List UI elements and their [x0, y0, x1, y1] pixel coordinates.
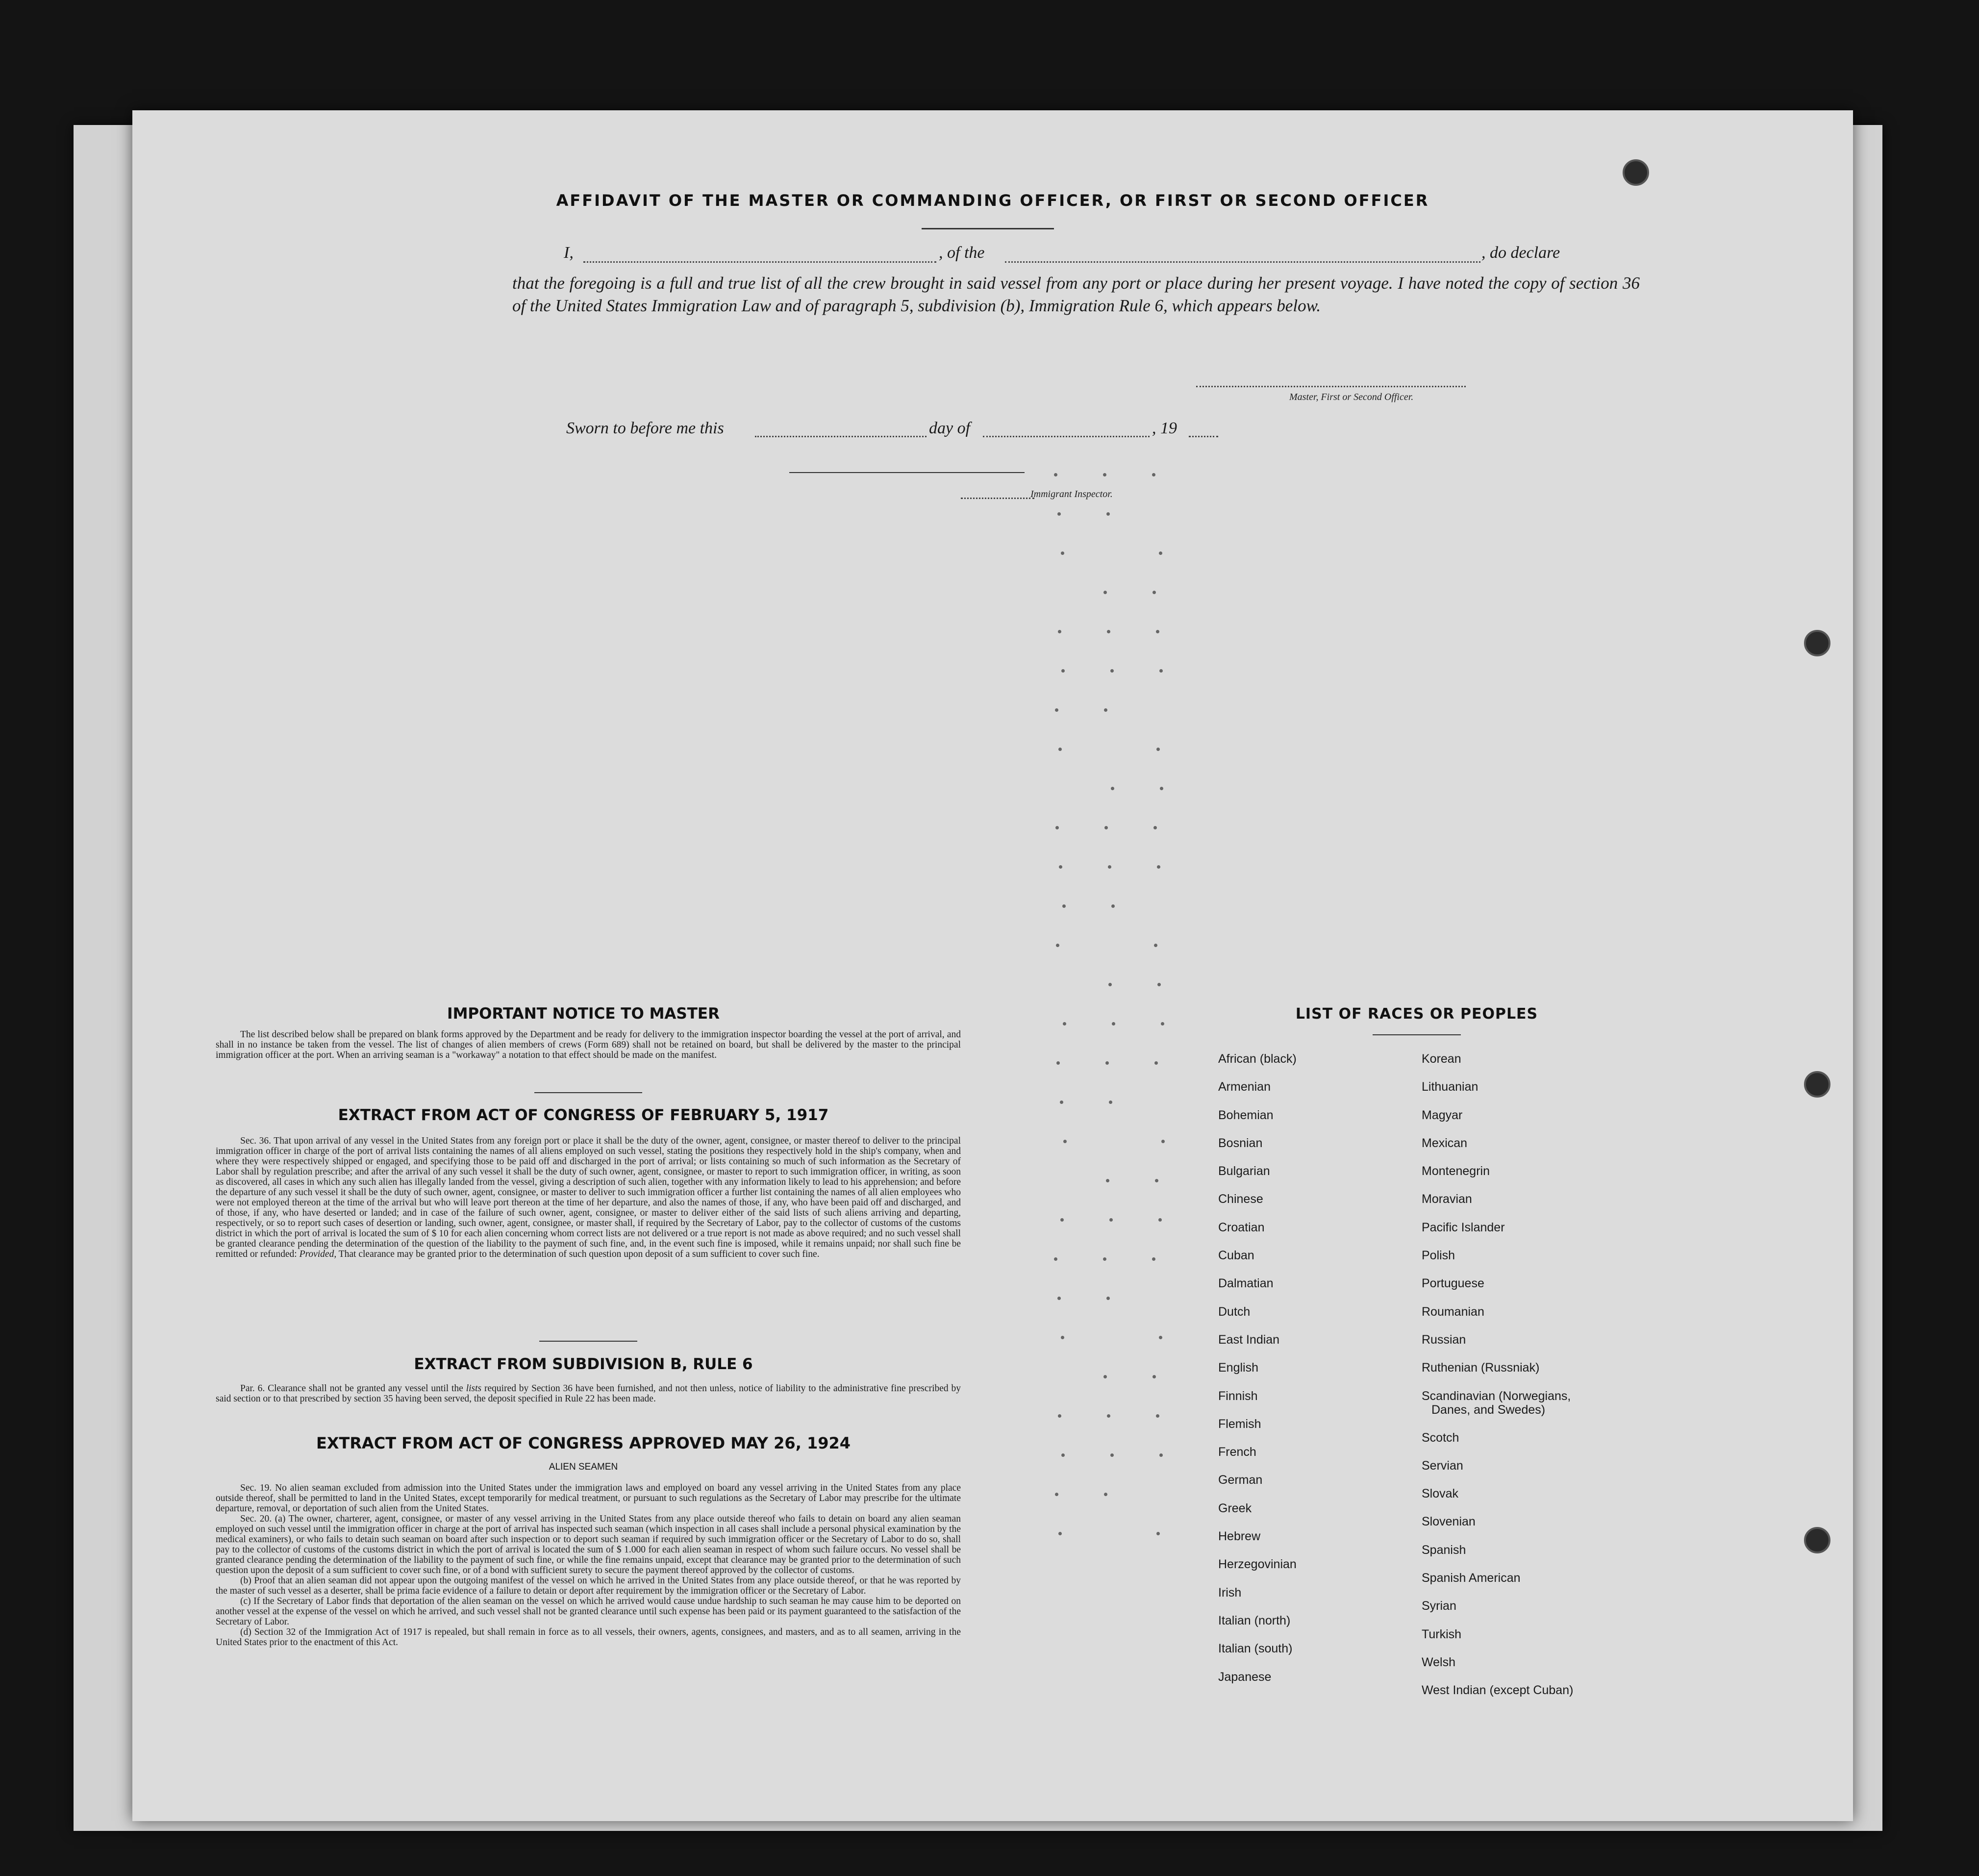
race-item: Ruthenian (Russniak) — [1422, 1361, 1540, 1375]
faint-dot — [1060, 1218, 1064, 1222]
name-blank — [583, 261, 936, 263]
race-item: Herzegovinian — [1218, 1557, 1297, 1572]
faint-dot — [1058, 1414, 1061, 1418]
race-item: Flemish — [1218, 1417, 1261, 1431]
faint-dot — [1156, 748, 1160, 751]
faint-dot — [1057, 1297, 1061, 1300]
race-item: Roumanian — [1422, 1304, 1484, 1319]
race-item: Korean — [1422, 1052, 1461, 1066]
faint-dot — [1103, 1375, 1107, 1378]
faint-dot — [1109, 1101, 1112, 1104]
faint-dot — [1105, 1061, 1109, 1065]
faint-dot — [1111, 904, 1115, 908]
race-item: Spanish — [1422, 1543, 1466, 1557]
faint-dot — [1055, 1493, 1058, 1496]
faint-dot — [1161, 1140, 1165, 1143]
race-item: English — [1218, 1361, 1258, 1375]
faint-dot — [1154, 944, 1157, 947]
race-item: Japanese — [1218, 1670, 1272, 1684]
faint-dot — [1107, 630, 1110, 633]
race-item: Lithuanian — [1422, 1080, 1478, 1094]
faint-dot — [1158, 1218, 1162, 1222]
race-item: Bulgarian — [1218, 1164, 1270, 1178]
extract-1924-text — [216, 1483, 961, 1648]
extract-rule6-title: EXTRACT FROM SUBDIVISION B, RULE 6 — [414, 1355, 753, 1373]
race-item: Mexican — [1422, 1136, 1468, 1150]
faint-dot — [1057, 512, 1061, 516]
notice-paragraph: The list described below shall be prepared on blank forms approved by the Department and be ready for delivery to the immigration inspector boarding the vessel at the port of arrival, and shall in no instance be taken from the vessel. The list of changes of alien members of crews (Form 689) shall not be retained on board, but shall be delivered by the master to the principal immigration officer at the port. When an arriving seaman is a "workaway" a notation to that effect should be made on the manifest. — [216, 1029, 961, 1060]
punch-hole — [1804, 630, 1830, 656]
punch-hole — [1623, 159, 1649, 186]
of-the-label: , of the — [939, 244, 985, 262]
inspector-signature-line — [789, 472, 1025, 473]
year-prefix-label: , 19 — [1152, 419, 1177, 437]
extract-1917-title: EXTRACT FROM ACT OF CONGRESS OF FEBRUARY 5, 1917 — [338, 1106, 829, 1124]
race-item: Italian (north) — [1218, 1613, 1291, 1627]
faint-dot — [1108, 865, 1111, 869]
inspector-dotted-blank — [961, 498, 1034, 499]
punch-hole — [1804, 1071, 1830, 1098]
sworn-day-blank — [755, 436, 927, 437]
race-item: Danes, and Swedes) — [1431, 1402, 1546, 1417]
race-item: Slovak — [1422, 1487, 1459, 1501]
faint-dot — [1061, 1336, 1064, 1339]
race-item: Russian — [1422, 1332, 1466, 1347]
race-item: Slovenian — [1422, 1515, 1476, 1529]
race-item: Armenian — [1218, 1080, 1271, 1094]
do-declare-label: , do declare — [1481, 244, 1560, 262]
title-underline — [922, 228, 1054, 229]
faint-dot — [1152, 591, 1156, 594]
faint-dot — [1160, 787, 1163, 790]
faint-dot — [1103, 591, 1107, 594]
race-item: Spanish American — [1422, 1571, 1521, 1585]
faint-dot — [1112, 1022, 1115, 1026]
faint-dot — [1111, 787, 1114, 790]
faint-dot — [1061, 551, 1064, 555]
race-item: Bohemian — [1218, 1108, 1274, 1122]
faint-dot — [1063, 1022, 1066, 1026]
faint-dot — [1055, 826, 1059, 829]
race-item: Portuguese — [1422, 1276, 1484, 1291]
faint-dot — [1060, 1101, 1063, 1104]
race-item: Irish — [1218, 1585, 1242, 1600]
faint-dot — [1104, 1493, 1107, 1496]
race-item: Cuban — [1218, 1249, 1254, 1263]
race-item: Dalmatian — [1218, 1276, 1274, 1291]
sec36-paragraph: Sec. 36. That upon arrival of any vessel in the United States from any foreign port or place it shall be the duty of the owner, agent, consignee, or master thereof to deliver to the principal immigration officer in charge of the port of arrival lists containing the names of all aliens employed on such vessel, stating the positions they respectively hold in the ship's company, when and where they were respectively shipped or engaged, and specifying those to be paid off and discharged in the port of arrival; or lists containing so much of such information as the Secretary of Labor shall by regulation prescribe; and after the arrival of any such vessel it shall be the duty of such owner, agent, consignee, or master to report to such immigration officer, in writing, as soon as discovered, all cases in which any such alien has illegally landed from the vessel, giving a description of such alien, together with any information likely to lead to his apprehension; and before the departure of any such vessel it shall be the duty of such owner, agent, consignee, or master to deliver to such immigration officer a further list containing the names of all alien employees who were not employed thereon at the time of the arrival but who will leave port thereon at the time of her departure, and also the names of those, if any, who have been paid off and discharged, and of those, if any, who have deserted or landed; and in case of the failure of such owner, agent, consignee, or master to deliver either of the said lists of such aliens arriving and departing, respectively, or so to report such cases of desertion or landing, such owner, agent, consignee, or master shall, if required by the Secretary of Labor, pay to the collector of customs of the customs district in which the port of arrival is located the sum of $ 10 for each alien concerning whom correct lists are not delivered or a true report is not made as above required; and no such vessel shall be granted clearance pending the determination of the question of the liability to the payment of such fine, and, in the event such fine is imposed, while it remains unpaid; nor shall such fine be remitted or refunded: Provided, That clearance may be granted prior to the determination of such question upon deposit of a sum sufficient to cover such fine. — [216, 1136, 961, 1259]
race-item: African (black) — [1218, 1052, 1297, 1066]
affidavit-line-i — [564, 244, 1642, 268]
faint-dot — [1155, 1179, 1158, 1182]
race-item: Turkish — [1422, 1627, 1462, 1641]
sec20a-paragraph: Sec. 20. (a) The owner, charterer, agent, consignee, or master of any vessel arriving in the United States from any place outside thereof who fails to detain on board any alien seaman employed on such vessel until the immigration officer in charge at the port of arrival has inspected such seaman (which inspection in all cases shall include a personal physical examination by the medical examiners), or who fails to detain such seaman on board after such inspection or to deport such seaman if required by such immigration officer or the Secretary of Labor to do so, shall pay to the collector of customs of the customs district in which the port of arrival is located the sum of $ 1.000 for each alien seaman in respect of whom such failure occurs. No vessel shall be granted clearance pending the determination of the liability to the payment of such fine, or while the fine remains unpaid, except that clearance may be granted prior to the determination of such question upon the deposit of a sum sufficient to cover such fine, or of a bond with sufficient surety to secure the payment thereof approved by the collector of customs. — [216, 1514, 961, 1576]
affidavit-paragraph: that the foregoing is a full and true list of all the crew brought in said vessel from any port or place during her present voyage. I have noted the copy of section 36 of the United States Immigration Law and of paragraph 5, subdivision (b), Immigration Rule 6, which appears below. — [512, 274, 1640, 315]
race-item: Hebrew — [1218, 1529, 1261, 1544]
extract-1924-subtitle: ALIEN SEAMEN — [549, 1462, 618, 1472]
race-item: Pacific Islander — [1422, 1220, 1505, 1234]
sec19-paragraph: Sec. 19. No alien seaman excluded from admission into the United States under the immigration laws and employed on board any vessel arriving in the United States from any place outside thereof, shall be permitted to land in the United States, except temporarily for medical treatment, or pursuant to such regulations as the Secretary of Labor may prescribe for the ultimate departure, removal, or deportation of such alien from the United States. — [216, 1483, 961, 1514]
race-item: Scotch — [1422, 1430, 1459, 1445]
race-item: Dutch — [1218, 1304, 1251, 1319]
faint-dot — [1058, 1532, 1062, 1535]
race-item: Greek — [1218, 1501, 1252, 1515]
faint-dot — [1159, 669, 1163, 673]
faint-dot — [1154, 1061, 1158, 1065]
faint-dot — [1056, 1061, 1060, 1065]
faint-dot — [1054, 1257, 1057, 1261]
i-label: I, — [564, 244, 574, 262]
extract-1924-title: EXTRACT FROM ACT OF CONGRESS APPROVED MAY 26, 1924 — [316, 1434, 851, 1452]
race-item: Servian — [1422, 1458, 1463, 1473]
faint-dot — [1061, 1453, 1065, 1457]
race-item: Syrian — [1422, 1599, 1456, 1613]
race-item: French — [1218, 1445, 1256, 1459]
faint-dot — [1110, 669, 1114, 673]
faint-dot — [1103, 1257, 1106, 1261]
faint-dot — [1159, 1453, 1163, 1457]
race-item: Italian (south) — [1218, 1642, 1293, 1656]
races-right-column — [1422, 1051, 1628, 1711]
faint-dot — [1156, 630, 1159, 633]
sworn-month-blank — [983, 436, 1150, 437]
affidavit-title: AFFIDAVIT OF THE MASTER OR COMMANDING OFFICER, OR FIRST OR SECOND OFFICER — [556, 191, 1429, 210]
faint-dot — [1055, 708, 1058, 712]
faint-dot — [1110, 1453, 1114, 1457]
master-signature-label: Master, First or Second Officer. — [1289, 392, 1414, 402]
faint-dot — [1106, 1297, 1110, 1300]
extract-1917-text — [216, 1136, 961, 1259]
faint-dot — [1157, 983, 1161, 986]
races-left-column — [1218, 1051, 1424, 1698]
extract-rule6-text — [216, 1383, 961, 1404]
race-item: German — [1218, 1473, 1263, 1487]
race-item: Finnish — [1218, 1389, 1258, 1403]
sworn-year-blank — [1189, 436, 1218, 437]
race-item: Croatian — [1218, 1220, 1265, 1234]
faint-dot — [1106, 1179, 1109, 1182]
faint-dot — [1109, 1218, 1113, 1222]
divider — [539, 1341, 637, 1342]
faint-dot — [1153, 826, 1157, 829]
faint-dot — [1161, 1022, 1164, 1026]
faint-dot — [1152, 1375, 1156, 1378]
race-item: East Indian — [1218, 1332, 1280, 1347]
notice-title: IMPORTANT NOTICE TO MASTER — [447, 1005, 720, 1023]
sec20c-paragraph: (c) If the Secretary of Labor finds that deportation of the alien seaman on the vessel on which he arrived would cause undue hardship to such seaman he may cause him to be deported on another vessel at the expense of the vessel on which he arrived, and such vessel shall not be granted clearance until such expense has been paid or its payment guaranteed to the satisfaction of the Secretary of Labor. — [216, 1596, 961, 1627]
race-item: West Indian (except Cuban) — [1422, 1683, 1574, 1698]
inspector-label: Immigrant Inspector. — [1030, 489, 1113, 500]
race-item: Scandinavian (Norwegians, — [1422, 1389, 1571, 1403]
faint-dot — [1156, 1414, 1159, 1418]
faint-dot — [1058, 748, 1062, 751]
faint-dot — [1152, 1257, 1155, 1261]
race-item: Bosnian — [1218, 1136, 1263, 1150]
faint-dot — [1104, 708, 1107, 712]
notice-text — [216, 1029, 961, 1060]
divider — [534, 1092, 642, 1093]
faint-dot — [1159, 551, 1162, 555]
punch-hole — [1804, 1527, 1830, 1553]
sec20b-paragraph: (b) Proof that an alien seaman did not appear upon the outgoing manifest of the vessel on which he arrived in the United States from any place outside thereof, or that he was reported by the master of such vessel as a deserter, shall be prima facie evidence of a failure to detain or deport after requirement by the immigration officer or the Secretary of Labor. — [216, 1576, 961, 1596]
master-signature-blank — [1196, 386, 1466, 387]
race-item: Polish — [1422, 1249, 1455, 1263]
vessel-blank — [1005, 261, 1480, 263]
affidavit-form-page — [132, 110, 1853, 1821]
sworn-label: Sworn to before me this — [566, 419, 724, 437]
faint-dot — [1062, 904, 1066, 908]
faint-dot — [1056, 944, 1059, 947]
faint-dot — [1107, 1414, 1110, 1418]
faint-dot — [1108, 983, 1112, 986]
faint-dot — [1157, 865, 1160, 869]
faint-dot — [1103, 473, 1106, 476]
race-item: Montenegrin — [1422, 1164, 1490, 1178]
race-item: Magyar — [1422, 1108, 1463, 1122]
races-title: LIST OF RACES OR PEOPLES — [1295, 1005, 1538, 1023]
race-item: Chinese — [1218, 1192, 1263, 1206]
faint-dot — [1152, 473, 1155, 476]
par6-paragraph: Par. 6. Clearance shall not be granted any vessel until the lists required by Section 36 have been furnished, and not then unless, notice of liability to the administrative fine prescribed by said section or to that prescribed by section 35 having been served, the deposit specified in Rule 22 has been made. — [216, 1383, 961, 1404]
faint-dot — [1106, 512, 1110, 516]
faint-dot — [1061, 669, 1065, 673]
day-of-label: day of — [929, 419, 971, 437]
faint-dot — [1159, 1336, 1162, 1339]
race-item: Welsh — [1422, 1655, 1456, 1669]
sec20d-paragraph: (d) Section 32 of the Immigration Act of 1917 is repealed, but shall remain in force as to all vessels, their owners, agents, consignees, and masters, and as to all seamen, arriving in the United States prior to the enactment of this Act. — [216, 1627, 961, 1648]
faint-dot — [1054, 473, 1057, 476]
faint-dot — [1104, 826, 1108, 829]
faint-dot — [1058, 630, 1061, 633]
faint-dot — [1059, 865, 1062, 869]
faint-dot — [1063, 1140, 1067, 1143]
faint-dot — [1156, 1532, 1160, 1535]
races-title-underline — [1373, 1034, 1461, 1035]
race-item: Moravian — [1422, 1192, 1472, 1206]
